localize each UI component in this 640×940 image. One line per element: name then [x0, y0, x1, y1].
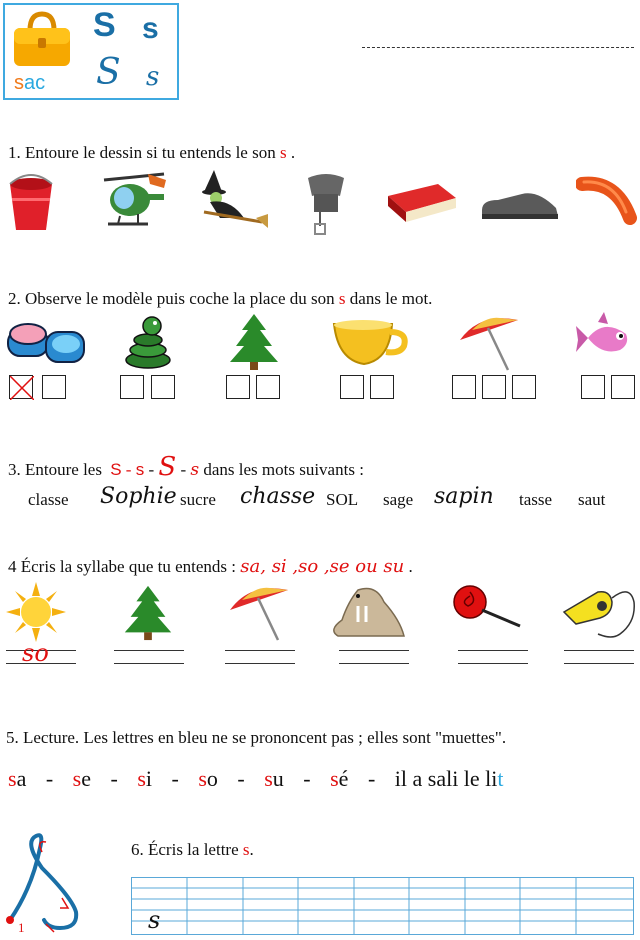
book-icon[interactable]: [384, 178, 460, 224]
fish-icon[interactable]: [574, 310, 636, 366]
name-line[interactable]: [362, 47, 634, 48]
parasol-icon[interactable]: [456, 310, 522, 372]
ex3-cursive-s: s: [190, 460, 200, 480]
word-sage[interactable]: sage: [383, 490, 414, 509]
print-lower-s: s: [142, 12, 159, 45]
whistle-icon[interactable]: [558, 578, 638, 642]
ex1-instruction: [8, 143, 295, 163]
ex3-text-a: 3. Entoure les: [8, 460, 102, 479]
lollipop-icon[interactable]: [448, 584, 524, 630]
syll-1-s: s: [8, 766, 17, 791]
ex2-text: 2. Observe le modèle puis coche la place du son: [8, 289, 335, 308]
sausage-icon[interactable]: [576, 174, 638, 234]
syll-4-s: s: [198, 766, 207, 791]
checkbox-parasol-2[interactable]: [482, 375, 506, 399]
answer-line-6[interactable]: [564, 650, 634, 664]
cursive-upper-s: S: [96, 52, 121, 93]
word-sapin[interactable]: sapin: [434, 484, 494, 509]
example-word-s: s: [14, 72, 24, 94]
checkbox-tree-2[interactable]: [256, 375, 280, 399]
cup-icon[interactable]: [330, 316, 412, 368]
answer-line-3[interactable]: [225, 650, 295, 664]
ex2-instruction: [8, 289, 432, 309]
mute-letter: t: [497, 766, 504, 791]
cross-mark-icon: [10, 376, 34, 400]
sep-2: -: [110, 766, 118, 791]
checkbox-parasol-1[interactable]: [452, 375, 476, 399]
sun-icon[interactable]: [6, 582, 66, 642]
snake-icon[interactable]: [122, 312, 174, 370]
word-classe[interactable]: classe: [28, 490, 69, 509]
ex6-instruction: [131, 840, 254, 860]
syll-6-s: s: [330, 766, 339, 791]
word-chasse[interactable]: chasse: [240, 484, 316, 509]
checkbox-snake-1[interactable]: [120, 375, 144, 399]
ex1-text: 1. Entoure le dessin si tu entends le son: [8, 143, 276, 162]
ex6-end: .: [249, 840, 254, 859]
model-letter: s: [148, 906, 161, 934]
syll-2-s: s: [72, 766, 82, 791]
checkbox-cup-2[interactable]: [370, 375, 394, 399]
fir-tree-icon-2[interactable]: [122, 584, 174, 642]
syll-5-v: u: [272, 766, 284, 791]
soap-icon[interactable]: [4, 312, 88, 370]
fir-tree-icon[interactable]: [228, 312, 280, 372]
example-word-rest: ac: [24, 72, 46, 94]
ex3-cursive-S: S: [158, 452, 177, 482]
ex3-sep-3: -: [180, 460, 187, 479]
checkbox-parasol-3[interactable]: [512, 375, 536, 399]
stroke-number: 1: [18, 920, 25, 935]
ex3-letter-s: s: [135, 460, 145, 479]
ex3-text-b: dans les mots suivants :: [203, 460, 364, 479]
saddle-icon[interactable]: [300, 168, 352, 238]
ex3-sep-2: -: [148, 460, 155, 479]
shoe-icon[interactable]: [478, 180, 562, 222]
bucket-icon[interactable]: [4, 170, 58, 234]
ex3-sep-1: -: [125, 460, 132, 479]
syll-2-v: e: [81, 766, 91, 791]
answer-example: so: [22, 639, 49, 667]
syll-6-v: é: [338, 766, 349, 791]
ex3-letter-S: S: [110, 460, 122, 479]
ex4-text: 4 Écris la syllabe que tu entends :: [8, 557, 237, 576]
sep-6: -: [367, 766, 376, 791]
ex2-sound: s: [338, 289, 346, 308]
ex5-instruction: 5. Lecture. Les lettres en bleu ne se prononcent pas ; elles sont "muettes".: [6, 728, 507, 747]
checkbox-tree-1[interactable]: [226, 375, 250, 399]
word-sol[interactable]: SOL: [326, 490, 359, 509]
answer-line-4[interactable]: [339, 650, 409, 664]
word-sophie[interactable]: Sophie: [100, 484, 177, 509]
answer-line-1[interactable]: [6, 639, 76, 667]
ex4-instruction: [8, 556, 413, 577]
ex1-end: .: [290, 143, 296, 162]
ex6-text: 6. Écris la lettre: [131, 840, 239, 859]
walrus-icon[interactable]: [328, 580, 408, 642]
ex3-instruction: [8, 452, 364, 482]
answer-line-2[interactable]: [114, 650, 184, 664]
answer-line-5[interactable]: [458, 650, 528, 664]
word-tasse[interactable]: tasse: [519, 490, 553, 509]
syll-4-v: o: [206, 766, 218, 791]
print-upper-s: S: [93, 6, 116, 44]
checkbox-fish-1[interactable]: [581, 375, 605, 399]
sep-1: -: [45, 766, 54, 791]
checkbox-snake-2[interactable]: [151, 375, 175, 399]
syll-5-s: s: [264, 766, 273, 791]
sep-4: -: [237, 766, 245, 791]
checkbox-soap-2[interactable]: [42, 375, 66, 399]
schoolbag-icon: [10, 8, 74, 70]
syll-1-v: a: [16, 766, 27, 791]
reading-line: [8, 766, 504, 792]
example-word: [14, 72, 45, 95]
reading-phrase: il a sali le li: [394, 766, 498, 791]
cursive-lower-s: s: [146, 62, 160, 92]
word-saut[interactable]: saut: [578, 490, 606, 509]
ex1-sound: s: [279, 143, 287, 162]
parasol-icon-2[interactable]: [226, 580, 292, 642]
word-sucre[interactable]: sucre: [180, 490, 216, 509]
witch-icon[interactable]: [200, 168, 270, 232]
syll-3-s: s: [137, 766, 146, 791]
checkbox-cup-1[interactable]: [340, 375, 364, 399]
ex4-options: sa, si ,so ,se ou su: [240, 556, 405, 577]
sep-3: -: [171, 766, 179, 791]
checkbox-soap-1[interactable]: [9, 375, 33, 399]
helicopter-icon[interactable]: [100, 168, 174, 232]
writing-grid[interactable]: [131, 877, 634, 935]
ex6-letter: s: [242, 840, 250, 859]
ex4-end: .: [408, 557, 413, 576]
syll-3-v: i: [145, 766, 152, 791]
checkbox-fish-2[interactable]: [611, 375, 635, 399]
ex2-end: dans le mot.: [349, 289, 433, 308]
sep-5: -: [303, 766, 311, 791]
